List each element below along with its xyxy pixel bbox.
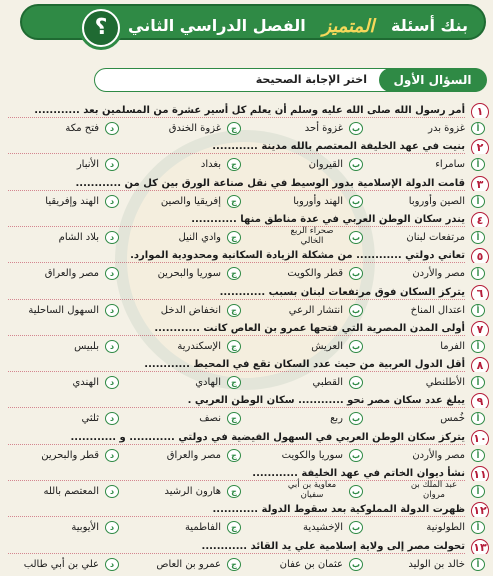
option-label: عثمان بن عفان <box>279 558 343 570</box>
answer-option[interactable] <box>1 193 119 210</box>
option-label: عمرو بن العاص <box>156 558 221 570</box>
option-label: إفريقيا والصين <box>160 195 221 207</box>
question-text: بنيت في عهد الخليفة المعتصم بالله مدينة ............ <box>212 141 465 153</box>
option-label: العريش <box>311 340 343 352</box>
option-radio[interactable]: ج <box>227 521 241 534</box>
option-label: فتح مكة <box>65 123 99 134</box>
answer-option[interactable] <box>123 556 241 573</box>
option-radio[interactable]: د <box>105 122 119 135</box>
answer-option[interactable] <box>245 338 363 355</box>
option-label: قطر والكويت <box>287 268 343 280</box>
answer-options <box>4 265 489 282</box>
option-label: سوريا والكويت <box>281 449 343 461</box>
option-radio[interactable]: أ <box>471 449 485 462</box>
question-row <box>4 321 489 336</box>
answer-options <box>4 556 489 573</box>
option-label: الأطلنطي <box>425 377 465 389</box>
option-label: القيروان <box>308 159 343 171</box>
question-row <box>4 103 489 118</box>
question-number: ٥ <box>471 248 489 263</box>
answer-option[interactable] <box>367 447 485 464</box>
question-number: ١٠ <box>471 430 489 445</box>
answer-option[interactable] <box>245 519 363 536</box>
answer-option[interactable] <box>123 302 241 319</box>
option-label: سوريا والبحرين <box>157 268 221 280</box>
answer-options <box>4 302 489 319</box>
option-radio[interactable]: ج <box>227 558 241 571</box>
option-radio[interactable]: أ <box>471 558 485 571</box>
option-radio[interactable]: ب <box>349 485 363 498</box>
option-radio[interactable]: ب <box>349 412 363 425</box>
option-radio[interactable]: د <box>105 485 119 498</box>
option-label: الإخشيدية <box>303 522 343 534</box>
answer-options <box>4 410 489 427</box>
answer-option[interactable] <box>245 410 363 427</box>
option-radio[interactable]: ج <box>227 267 241 280</box>
question-row <box>4 357 489 372</box>
option-label: هارون الرشيد <box>164 486 221 497</box>
answer-option[interactable] <box>245 374 363 391</box>
option-label: سامراء <box>435 159 465 171</box>
question-mark-icon: ؟ <box>84 11 118 45</box>
answer-option[interactable] <box>367 120 485 137</box>
option-label: الفاطمية <box>184 522 221 534</box>
question-text: ظهرت الدولة المملوكية بعد سقوط الدولة ............ <box>212 504 465 516</box>
answer-option[interactable] <box>123 519 241 536</box>
answer-option[interactable] <box>1 265 119 282</box>
option-radio[interactable]: أ <box>471 521 485 534</box>
question-row <box>4 176 489 191</box>
answer-option[interactable] <box>1 302 119 319</box>
answer-option[interactable] <box>245 156 363 173</box>
option-radio[interactable]: ج <box>227 231 241 244</box>
question-text: أولى المدن المصرية التي فتحها عمرو بن العاص كانت ............ <box>154 322 465 334</box>
answer-option[interactable] <box>367 410 485 427</box>
option-label: الهند وإفريقيا <box>45 195 99 207</box>
option-radio[interactable]: أ <box>471 376 485 389</box>
answer-option[interactable] <box>245 120 363 137</box>
answer-options <box>4 480 489 500</box>
option-radio[interactable]: ج <box>227 304 241 317</box>
question-text: يتركز السكان فوق مرتفعات لبنان بسبب ............ <box>219 286 465 298</box>
title-part-1: بنك أسئلة <box>391 16 468 35</box>
answer-options <box>4 338 489 355</box>
question-text: نشأ ديوان الخاتم في عهد الخليفة ............ <box>252 468 465 479</box>
answer-option[interactable] <box>1 374 119 391</box>
option-label: غزوة بدر <box>428 123 465 134</box>
option-radio[interactable]: ب <box>349 521 363 534</box>
answer-option[interactable] <box>123 338 241 355</box>
divider <box>8 117 465 118</box>
answer-option[interactable] <box>245 193 363 210</box>
option-label: اعتدال المناخ <box>410 304 465 316</box>
option-radio[interactable]: ب <box>349 122 363 135</box>
option-radio[interactable]: ب <box>349 449 363 462</box>
option-radio[interactable]: أ <box>471 340 485 353</box>
divider <box>8 262 465 263</box>
answer-options <box>4 193 489 210</box>
option-radio[interactable]: ب <box>349 158 363 171</box>
option-radio[interactable]: د <box>105 376 119 389</box>
section-tag: السؤال الأول <box>379 68 487 92</box>
option-label: قطر والبحرين <box>41 449 99 461</box>
answer-option[interactable] <box>123 483 241 500</box>
question-number: ٢ <box>471 139 489 154</box>
option-label: بغداد <box>200 159 221 171</box>
divider <box>8 553 465 554</box>
answer-options <box>4 374 489 391</box>
answer-option[interactable] <box>123 229 241 246</box>
question-text: يتركز سكان الوطن العربي في السهول الفيضية في دولتي ............ و ............ <box>70 431 465 443</box>
answer-option[interactable] <box>123 193 241 210</box>
option-label: معاوية بن أبي سفيان <box>287 480 337 500</box>
question-text: تحولت مصر إلى ولاية إسلامية علي يد القائد ............ <box>201 540 465 552</box>
option-radio[interactable]: ب <box>349 376 363 389</box>
option-label: ثلثي <box>81 413 99 425</box>
option-radio[interactable]: ج <box>227 376 241 389</box>
question-number: ١ <box>471 103 489 118</box>
option-label: القطبي <box>312 377 343 389</box>
option-radio[interactable]: ب <box>349 304 363 317</box>
option-radio[interactable]: أ <box>471 231 485 244</box>
option-radio[interactable]: د <box>105 340 119 353</box>
answer-option[interactable] <box>1 120 119 137</box>
question-row <box>4 393 489 408</box>
answer-option[interactable] <box>245 302 363 319</box>
answer-option[interactable] <box>1 410 119 427</box>
section-instruction: اختر الإجابة الصحيحة <box>255 73 367 86</box>
option-label: خالد بن الوليد <box>408 558 465 570</box>
answer-options <box>4 156 489 173</box>
option-label: الصين وأوروبا <box>408 195 465 207</box>
option-label: الهندي <box>72 377 99 389</box>
option-label: علي بن أبي طالب <box>23 558 99 570</box>
option-radio[interactable]: د <box>105 449 119 462</box>
option-label: غزوة أحد <box>304 123 343 134</box>
option-radio[interactable]: ب <box>349 340 363 353</box>
answer-option[interactable] <box>1 556 119 573</box>
answer-option[interactable] <box>123 410 241 427</box>
question-number: ١٢ <box>471 502 489 517</box>
option-radio[interactable]: أ <box>471 267 485 280</box>
question-row <box>4 139 489 154</box>
option-label: ربع <box>330 413 343 425</box>
answer-option[interactable] <box>367 265 485 282</box>
answer-option[interactable] <box>1 156 119 173</box>
answer-options <box>4 120 489 137</box>
option-label: غزوة الخندق <box>168 123 221 134</box>
answer-option[interactable] <box>245 447 363 464</box>
answer-option[interactable] <box>367 556 485 573</box>
option-label: مرتفعات لبنان <box>406 231 465 243</box>
answer-option[interactable] <box>1 338 119 355</box>
option-label: الهادي <box>195 377 221 389</box>
question-mark-badge <box>79 6 123 50</box>
answer-option[interactable] <box>1 519 119 536</box>
answer-option[interactable] <box>123 265 241 282</box>
option-label: الأيوبية <box>71 522 99 534</box>
answer-option[interactable] <box>123 447 241 464</box>
option-radio[interactable]: ج <box>227 122 241 135</box>
option-radio[interactable]: د <box>105 195 119 208</box>
option-label: المعتصم بالله <box>43 486 99 497</box>
option-label: خُمس <box>440 413 465 425</box>
answer-option[interactable] <box>367 156 485 173</box>
answer-option[interactable] <box>123 120 241 137</box>
question-text: يندر سكان الوطن العربي في عدة مناطق منها ............ <box>191 213 465 225</box>
question-text: قامت الدولة الإسلامية بدور الوسيط في نقل صناعة الورق بين كل من ............ <box>75 177 465 189</box>
option-label: الأنبار <box>76 159 99 171</box>
answer-option[interactable] <box>367 374 485 391</box>
answer-option[interactable] <box>367 480 485 500</box>
option-radio[interactable]: ب <box>349 267 363 280</box>
question-number: ٧ <box>471 321 489 336</box>
answer-option[interactable] <box>245 556 363 573</box>
answer-option[interactable] <box>245 225 363 246</box>
section-header <box>94 68 486 92</box>
option-label: الهند وأوروبا <box>293 195 343 207</box>
question-row <box>4 285 489 300</box>
question-row <box>4 212 489 227</box>
answer-option[interactable] <box>367 302 485 319</box>
answer-options <box>4 225 489 246</box>
option-label: بلبيس <box>74 340 99 352</box>
option-label: الفرما <box>440 340 465 352</box>
option-label: مصر والعراق <box>44 268 99 280</box>
option-radio[interactable]: د <box>105 521 119 534</box>
option-label: انخفاض الدخل <box>160 304 221 316</box>
option-radio[interactable]: د <box>105 158 119 171</box>
divider <box>8 190 465 191</box>
page-title <box>128 16 468 40</box>
option-radio[interactable]: أ <box>471 158 485 171</box>
option-label: السهول الساحلية <box>28 304 99 316</box>
option-label: صحراء الربع الخالي <box>290 225 334 246</box>
option-radio[interactable]: ج <box>227 340 241 353</box>
divider <box>8 480 465 481</box>
option-label: نصف <box>199 413 221 425</box>
title-brand: المتميز <box>322 16 375 37</box>
option-radio[interactable]: د <box>105 231 119 244</box>
question-number: ١١ <box>471 466 489 481</box>
divider <box>8 516 465 517</box>
divider <box>8 226 465 227</box>
answer-option[interactable] <box>367 519 485 536</box>
answer-option[interactable] <box>245 480 363 500</box>
question-row <box>4 539 489 554</box>
option-label: مصر والعراق <box>166 449 221 461</box>
question-row <box>4 430 489 445</box>
option-radio[interactable]: ج <box>227 485 241 498</box>
option-radio[interactable]: ج <box>227 449 241 462</box>
question-number: ٦ <box>471 285 489 300</box>
divider <box>8 371 465 372</box>
option-radio[interactable]: ج <box>227 195 241 208</box>
option-label: بلاد الشام <box>58 231 99 243</box>
option-radio[interactable]: ب <box>349 195 363 208</box>
answer-option[interactable] <box>123 374 241 391</box>
option-radio[interactable]: أ <box>471 195 485 208</box>
divider <box>8 153 465 154</box>
option-radio[interactable]: ج <box>227 158 241 171</box>
answer-option[interactable] <box>367 229 485 246</box>
question-number: ٤ <box>471 212 489 227</box>
answer-options <box>4 519 489 536</box>
option-radio[interactable]: ب <box>349 231 363 244</box>
option-radio[interactable]: د <box>105 304 119 317</box>
question-row <box>4 466 489 481</box>
question-row <box>4 502 489 517</box>
question-text: تعاني دولتي ............ من مشكلة الزيادة السكانية ومحدودية الموارد. <box>130 250 465 262</box>
option-radio[interactable]: د <box>105 267 119 280</box>
option-label: وادي النيل <box>178 231 221 243</box>
option-radio[interactable]: د <box>105 558 119 571</box>
answer-options <box>4 447 489 464</box>
header-banner <box>20 4 486 40</box>
title-part-3: الفصل الدراسي الثاني <box>128 16 306 35</box>
question-number: ٣ <box>471 176 489 191</box>
answer-option[interactable] <box>1 447 119 464</box>
option-radio[interactable]: أ <box>471 412 485 425</box>
question-text: أقل الدول العربية من حيث عدد السكان تقع في المحيط ............ <box>144 359 465 371</box>
answer-option[interactable] <box>123 156 241 173</box>
answer-option[interactable] <box>1 229 119 246</box>
option-label: الطولونية <box>426 522 465 534</box>
option-label: انتشار الرعي <box>288 304 343 316</box>
divider <box>8 444 465 445</box>
answer-option[interactable] <box>1 483 119 500</box>
question-number: ١٣ <box>471 539 489 554</box>
option-radio[interactable]: ب <box>349 558 363 571</box>
option-radio[interactable]: ج <box>227 412 241 425</box>
option-label: مصر والأردن <box>412 449 465 461</box>
option-radio[interactable]: أ <box>471 304 485 317</box>
divider <box>8 299 465 300</box>
option-radio[interactable]: د <box>105 412 119 425</box>
answer-option[interactable] <box>367 193 485 210</box>
option-label: الإسكندرية <box>177 340 221 352</box>
question-row <box>4 248 489 263</box>
option-radio[interactable]: أ <box>471 485 485 498</box>
answer-option[interactable] <box>245 265 363 282</box>
option-radio[interactable]: أ <box>471 122 485 135</box>
answer-option[interactable] <box>367 338 485 355</box>
divider <box>8 335 465 336</box>
question-number: ٩ <box>471 393 489 408</box>
divider <box>8 407 465 408</box>
option-label: عبد الملك بن مروان <box>410 480 458 500</box>
question-text: يبلغ عدد سكان مصر نحو ............ سكان الوطن العربي . <box>187 395 465 407</box>
question-number: ٨ <box>471 357 489 372</box>
question-text: أمر رسول الله صلى الله عليه وسلم أن يعلم كل أسير عشرة من المسلمين بعد ............ <box>34 105 465 116</box>
option-label: مصر والأردن <box>412 268 465 280</box>
